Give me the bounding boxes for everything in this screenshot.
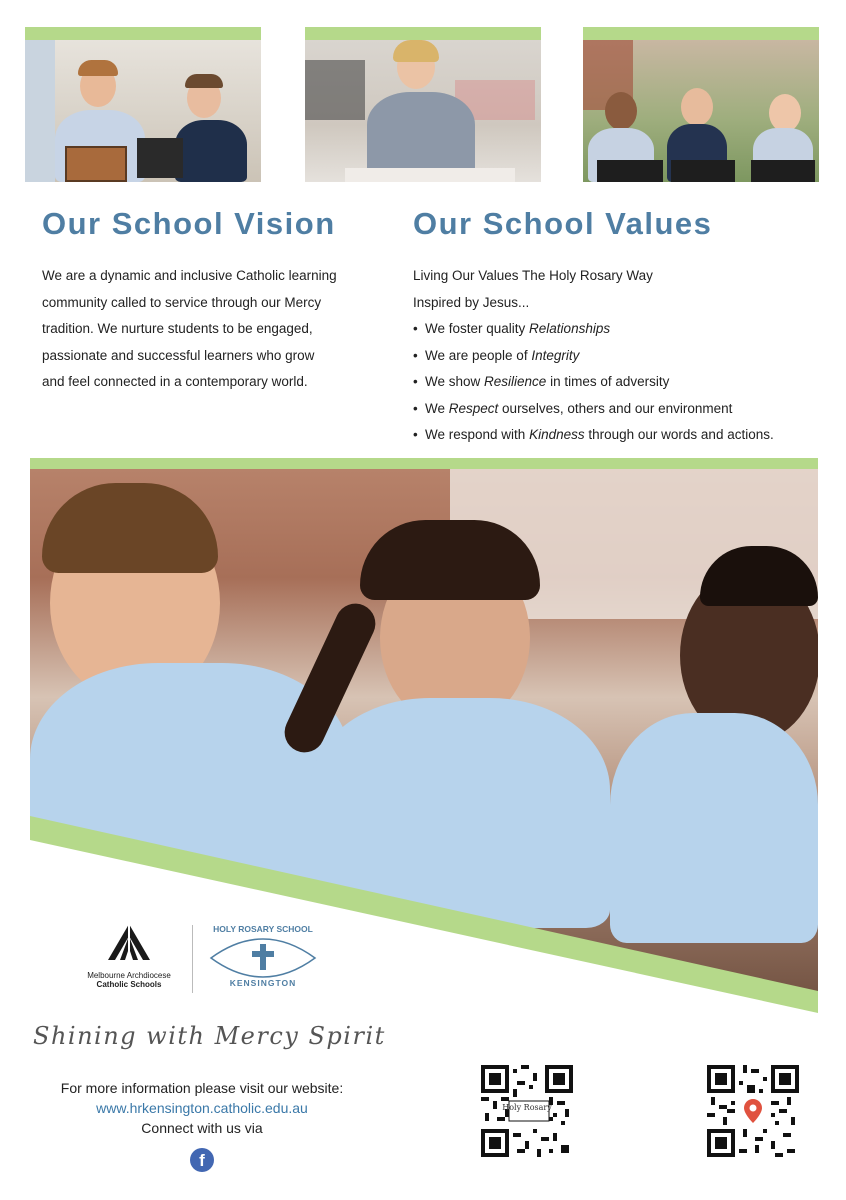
school-name-bottom: KENSINGTON <box>229 978 297 988</box>
values-heading: Our School Values <box>413 206 713 241</box>
logo-divider <box>192 925 193 993</box>
info-text: For more information please visit our website: <box>60 1080 344 1096</box>
vision-line: and feel connected in a contemporary world. <box>42 374 308 389</box>
vision-line: tradition. We nurture students to be engaged, <box>42 321 313 336</box>
photo-accent-bar <box>305 27 541 40</box>
website-link[interactable]: www.hrkensington.catholic.edu.au <box>96 1100 308 1116</box>
photo-students-laptops <box>583 27 819 182</box>
values-item: • We Respect ourselves, others and our environment <box>413 400 733 416</box>
macs-logo <box>78 922 180 994</box>
tagline: Shining with Mercy Spirit <box>33 1022 386 1050</box>
holy-rosary-logo <box>205 922 321 994</box>
qr-code-map[interactable] <box>707 1065 799 1157</box>
map-pin-icon <box>744 1099 762 1123</box>
values-intro: Living Our Values The Holy Rosary Way <box>413 268 653 283</box>
values-text <box>413 263 833 449</box>
vision-line: passionate and successful learners who grow <box>42 347 315 363</box>
vision-line: community called to service through our Mercy <box>42 294 322 310</box>
vision-heading: Our School Vision <box>42 206 336 241</box>
vision-line: We are a dynamic and inclusive Catholic learning <box>42 268 337 283</box>
school-name-top: HOLY ROSARY SCHOOL <box>213 924 313 934</box>
values-item: • We foster quality Relationships <box>413 321 611 336</box>
values-intro: Inspired by Jesus... <box>413 294 530 310</box>
macs-emblem-icon <box>106 922 152 962</box>
values-item: • We respond with Kindness through our words and actions. <box>413 427 774 442</box>
vision-text <box>42 263 392 396</box>
connect-text: Connect with us via <box>141 1120 263 1136</box>
qr-label: Holy Rosary <box>502 1103 552 1112</box>
photo-students-tablets <box>25 27 261 182</box>
photo-student-drawing <box>305 27 541 182</box>
macs-line2: Catholic Schools <box>96 980 162 989</box>
values-list <box>413 316 833 449</box>
macs-line1: Melbourne Archdiocese <box>87 971 171 980</box>
qr-code-website[interactable] <box>481 1065 573 1157</box>
photo-accent-bar <box>583 27 819 40</box>
values-item: • We are people of Integrity <box>413 347 580 363</box>
facebook-icon[interactable]: f <box>190 1148 214 1172</box>
photo-accent-bar <box>25 27 261 40</box>
values-item: • We show Resilience in times of adversity <box>413 374 670 389</box>
